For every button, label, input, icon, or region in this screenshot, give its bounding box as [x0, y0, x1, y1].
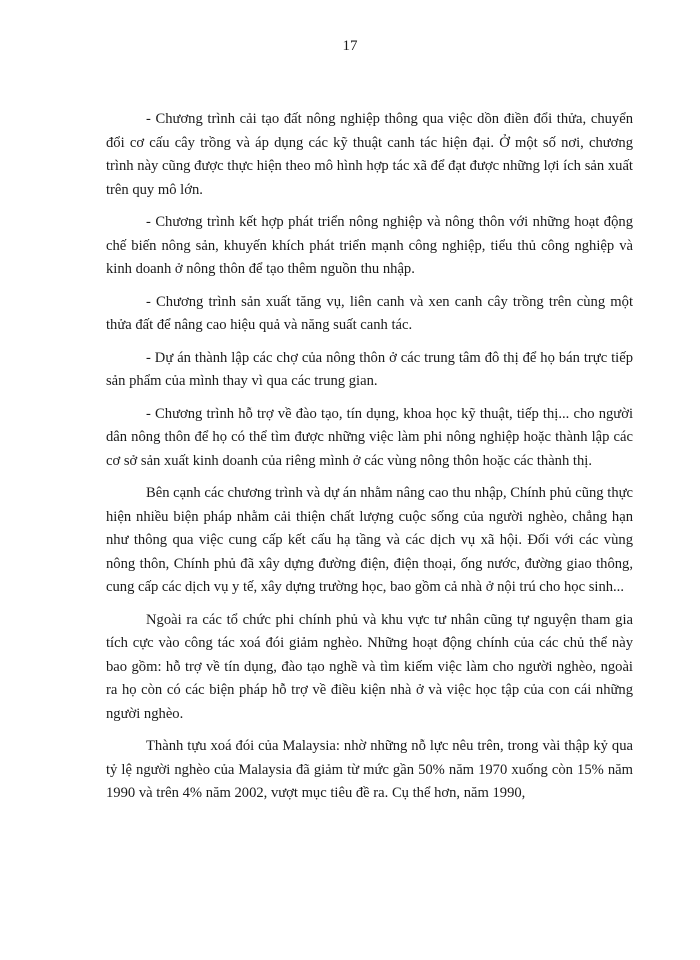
page-body	[106, 108, 633, 806]
paragraph-rural-industry: - Chương trình kết hợp phát triển nông nghiệp và nông thôn với những hoạt động chế biến nông sản, khuyến khích phát triển mạnh công nghiệp, tiểu thủ công nghiệp và kinh doanh ở nông thôn để tạo thêm nguồn thu nhập.	[106, 214, 633, 277]
paragraph-land-improvement: - Chương trình cải tạo đất nông nghiệp thông qua việc dồn điền đổi thửa, chuyển đổi cơ cấu cây trồng và áp dụng các kỹ thuật canh tác hiện đại. Ở một số nơi, chương trình này cũng được thực hiện theo mô hình hợp tác xã để đạt được những lợi ích sản xuất trên quy mô lớn.	[106, 111, 633, 198]
paragraph-malaysia-achievements: Thành tựu xoá đói của Malaysia: nhờ những nỗ lực nêu trên, trong vài thập kỷ qua tỷ lệ người nghèo của Malaysia đã giảm từ mức gần 50% năm 1970 xuống còn 15% năm 1990 và trên 4% năm 2002, vượt mục tiêu đề ra. Cụ thể hơn, năm 1990,	[106, 738, 633, 801]
paragraph-crop-intensification: - Chương trình sản xuất tăng vụ, liên canh và xen canh cây trồng trên cùng một thửa đất để nâng cao hiệu quả và năng suất canh tác.	[106, 293, 633, 333]
page-number: 17	[342, 38, 358, 54]
paragraph-support-programs: - Chương trình hỗ trợ về đào tạo, tín dụng, khoa học kỹ thuật, tiếp thị... cho người dân nông thôn để họ có thể tìm được những việc làm phi nông nghiệp hoặc thành lập các cơ sở sản xuất kinh doanh của riêng mình ở các vùng nông thôn hoặc các thành thị.	[106, 405, 633, 469]
paragraph-quality-of-life: Bên cạnh các chương trình và dự án nhằm nâng cao thu nhập, Chính phủ cũng thực hiện nhiều biện pháp nhằm cải thiện chất lượng cuộc sống của người nghèo, chẳng hạn như thông qua việc cung cấp kết cấu hạ tầng và các dịch vụ xã hội. Đối với các vùng nông thôn, Chính phủ đã xây dựng đường điện, điện thoại, ống nước, đường giao thông, cung cấp các dịch vụ y tế, xây dựng trường học, bao gồm cả nhà ở nội trú cho học sinh...	[106, 485, 633, 595]
paragraph-rural-markets: - Dự án thành lập các chợ của nông thôn ở các trung tâm đô thị để họ bán trực tiếp sản phẩm của mình thay vì qua các trung gian.	[106, 349, 633, 389]
paragraph-ngo-private-sector: Ngoài ra các tổ chức phi chính phủ và khu vực tư nhân cũng tự nguyện tham gia tích cực vào công tác xoá đói giảm nghèo. Những hoạt động chính của các chủ thể này bao gồm: hỗ trợ về tín dụng, đào tạo nghề và tìm kiếm việc làm cho người nghèo, ngoài ra họ còn có các biện pháp hỗ trợ về điều kiện nhà ở và việc học tập của con cái những người nghèo.	[106, 611, 633, 722]
